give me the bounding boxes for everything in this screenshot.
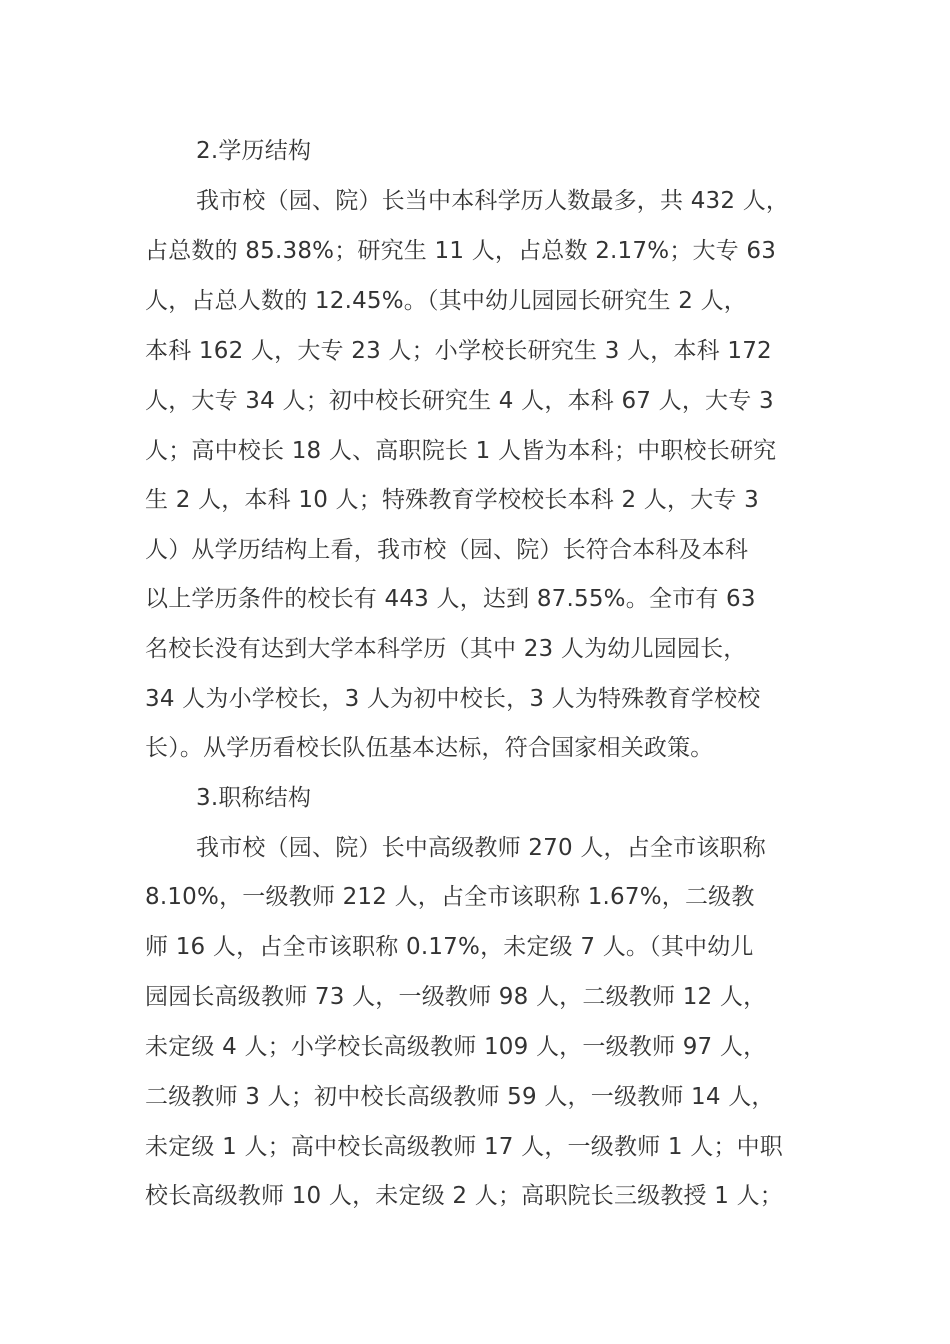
paragraph-line: 我市校（园、院）长当中本科学历人数最多，共 432 人， bbox=[196, 188, 790, 214]
paragraph-line: 8.10%，一级教师 212 人，占全市该职称 1.67%，二级教 bbox=[145, 884, 755, 910]
paragraph-line: 师 16 人，占全市该职称 0.17%，未定级 7 人。（其中幼儿 bbox=[145, 934, 754, 960]
paragraph-line: 未定级 4 人；小学校长高级教师 109 人，一级教师 97 人， bbox=[145, 1034, 767, 1060]
paragraph-line: 占总数的 85.38%；研究生 11 人，占总数 2.17%；大专 63 bbox=[145, 238, 777, 264]
section-heading-education: 2.学历结构 bbox=[196, 138, 312, 164]
paragraph-line: 园园长高级教师 73 人，一级教师 98 人，二级教师 12 人， bbox=[145, 984, 767, 1010]
paragraph-line: 本科 162 人，大专 23 人；小学校长研究生 3 人，本科 172 bbox=[145, 338, 772, 364]
paragraph-line: 人，占总人数的 12.45%。（其中幼儿园园长研究生 2 人， bbox=[145, 288, 747, 314]
paragraph-line: 生 2 人，本科 10 人；特殊教育学校校长本科 2 人，大专 3 bbox=[145, 487, 759, 513]
paragraph-line: 人；高中校长 18 人、高职院长 1 人皆为本科；中职校长研究 bbox=[145, 438, 777, 464]
paragraph-line: 人）从学历结构上看，我市校（园、院）长符合本科及本科 bbox=[145, 537, 749, 563]
paragraph-line: 名校长没有达到大学本科学历（其中 23 人为幼儿园园长， bbox=[145, 636, 747, 662]
paragraph-line: 人，大专 34 人；初中校长研究生 4 人，本科 67 人，大专 3 bbox=[145, 388, 774, 414]
section-heading-title: 3.职称结构 bbox=[196, 785, 312, 811]
paragraph-line: 34 人为小学校长，3 人为初中校长，3 人为特殊教育学校校 bbox=[145, 686, 761, 712]
paragraph-line: 二级教师 3 人；初中校长高级教师 59 人，一级教师 14 人， bbox=[145, 1084, 775, 1110]
paragraph-line: 以上学历条件的校长有 443 人，达到 87.55%。全市有 63 bbox=[145, 586, 756, 612]
paragraph-line: 我市校（园、院）长中高级教师 270 人，占全市该职称 bbox=[196, 835, 766, 861]
paragraph-line: 未定级 1 人；高中校长高级教师 17 人，一级教师 1 人；中职 bbox=[145, 1134, 783, 1160]
paragraph-line: 长）。从学历看校长队伍基本达标，符合国家相关政策。 bbox=[145, 735, 714, 761]
paragraph-line: 校长高级教师 10 人，未定级 2 人；高职院长三级教授 1 人； bbox=[145, 1183, 783, 1209]
